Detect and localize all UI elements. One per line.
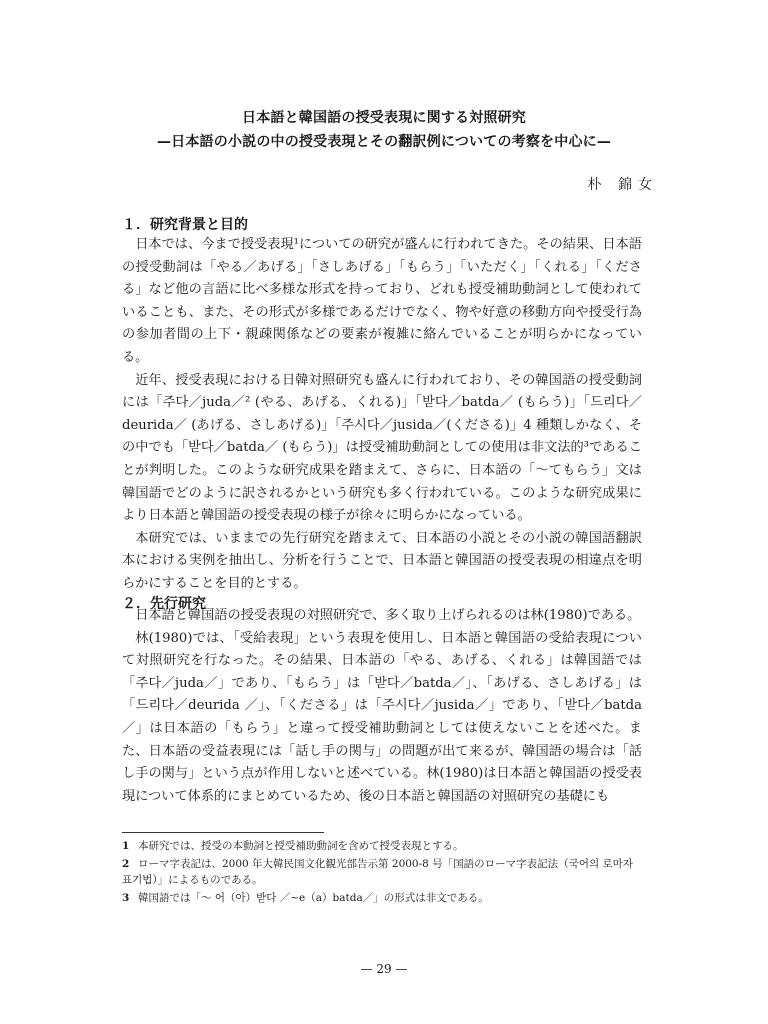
section-body-1 (122, 234, 642, 596)
author-name: 朴 錦女 (587, 177, 658, 193)
section-heading-2: ２．先行研究 (122, 596, 206, 612)
paragraph: 林(1980)では、「受給表現」という表現を使用し、日本語と韓国語の受給表現について対照研究を行なった。その結果、日本語の「やる、あげる、くれる」は韓国語では「주다／juda／」であり、「もらう」は「받다／batda／」、「あげる、さしあげる」は「드리다／deurida ／」、「くださる」は「주시다／jusida／」であり、「받다／batda／」は日本語の「もらう」と違って授受補助動詞としては使えないことを述べた。また、日本語の受益表現には「話し手の関与」の問題が出て来るが、韓国語の場合は「話し手の関与」という点が作用しないと述べている。林(1980)は日本語と韓国語の授受表現について体系的にまとめているため、後の日本語と韓国語の対照研究の基礎にも (122, 630, 642, 804)
paragraph: 日本語と韓国語の授受表現の対照研究で、多く取り上げられるのは林(1980)である。 (135, 608, 641, 623)
footnote-text: 韓国語では「～ 어（아）받다 ／~e（a）batda／」の形式は非文である。 (138, 892, 489, 904)
footnotes (122, 838, 642, 908)
page-number: — 29 — (360, 962, 408, 976)
footnote-number: 1 (122, 840, 130, 852)
footnote-text: 本研究では、授受の本動詞と授受補助動詞を含めて授受表現とする。 (138, 840, 464, 852)
footnote (122, 838, 642, 854)
footnote-number: 2 (122, 858, 130, 870)
paragraph: 近年、授受表現における日韓対照研究も盛んに行われており、その韓国語の授受動詞には「주다／juda／² (やる、あげる、くれる)」「받다／batda／ (もらう)」「드리다／deurida／ (あげる、さしあげる)」「주시다／jusida／(くださる)」4 種類しかなく、その中でも「받다／batda／ (もらう)」は授受補助動詞としての使用は非文法的³であることが判明した。このような研究成果を踏まえて、さらに、日本語の「～てもらう」文は韓国語でどのように訳されるかという研究も多く行われている。このような研究成果により日本語と韓国語の授受表現の様子が徐々に明らかになっている。 (122, 372, 642, 524)
paper-title: 日本語と韓国語の授受表現に関する対照研究 (242, 110, 526, 126)
section-heading-1: １．研究背景と目的 (122, 217, 248, 233)
footnote-number: 3 (122, 892, 130, 904)
paragraph: 本研究では、いままでの先行研究を踏まえて、日本語の小説とその小説の韓国語翻訳本における実例を抽出し、分析を行うことで、日本語と韓国語の授受表現の相違点を明らかにすることを目的とする。 (122, 530, 642, 591)
footnote (122, 890, 642, 906)
paper-subtitle: —日本語の小説の中の授受表現とその翻訳例についての考察を中心に— (156, 134, 612, 150)
paragraph: 日本では、今まで授受表現¹についての研究が盛んに行われてきた。その結果、日本語の授受動詞は「やる／あげる」「さしあげる」「もらう」「いただく」「くれる」「くださる」など他の言語に比べ多様な形式を持っており、どれも授受補助動詞として使われていることも、また、その形式が多様であるだけでなく、物や好意の移動方向や授受行為の参加者間の上下・親疎関係などの要素が複雑に絡んでいることが明らかになっている。 (122, 237, 642, 365)
section-body-2 (122, 605, 642, 808)
footnote-text: ローマ字表記は、2000 年大韓民国文化観光部告示第 2000-8 号「国語のローマ字表記法（국어의 로마자 표기법）」によるものである。 (122, 858, 633, 886)
footnote (122, 856, 642, 888)
footnote-divider (122, 832, 324, 833)
